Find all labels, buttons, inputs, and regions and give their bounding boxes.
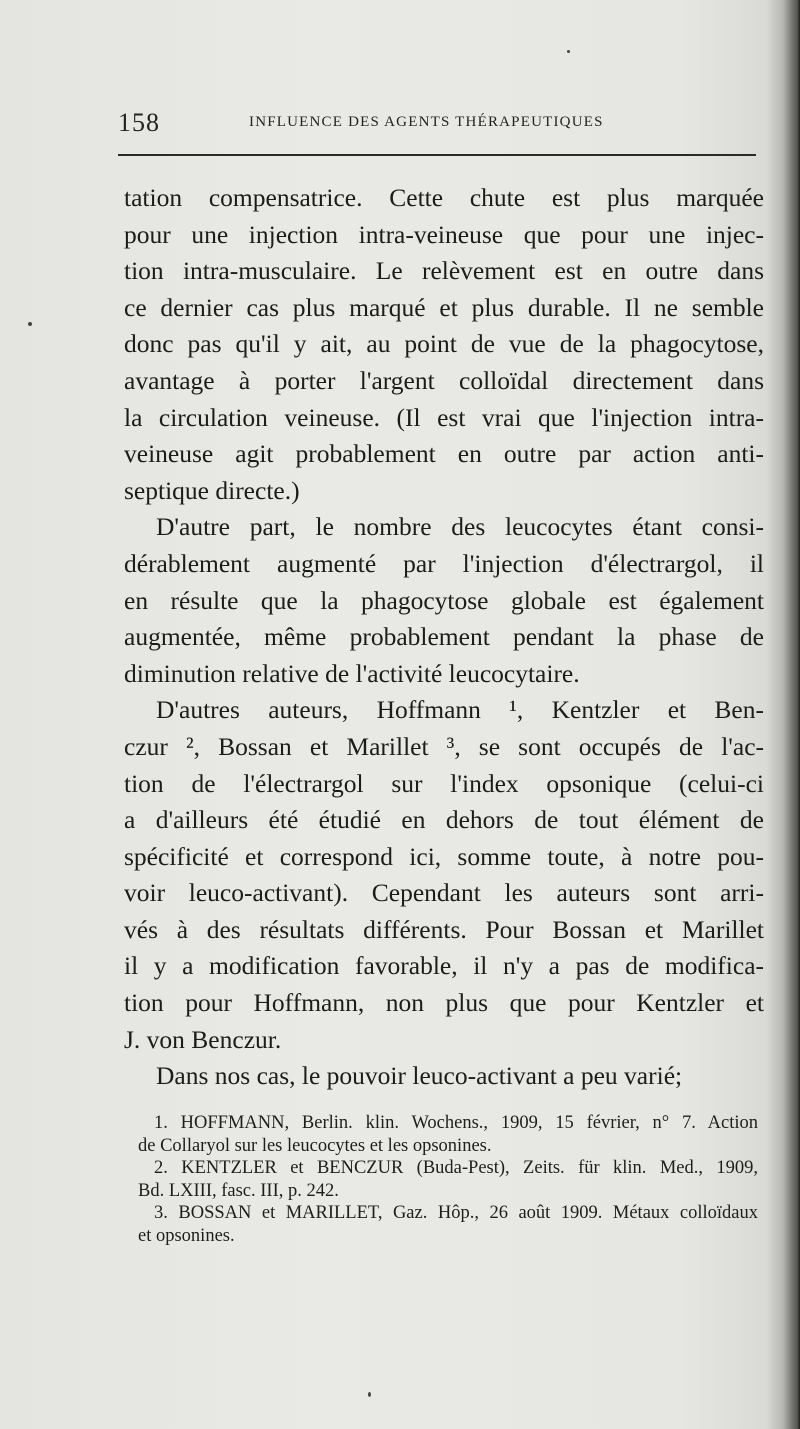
footnote-line: de Collaryol sur les leucocytes et les opsonines. [138,1135,492,1156]
text-line: ce dernier cas plus marqué et plus durable. Il ne semble [124,292,764,322]
footnote-line: 2. KENTZLER et BENCZUR (Buda-Pest), Zeits. für klin. Med., 1909, [154,1158,758,1178]
text-line: vés à des résultats différents. Pour Bossan et Marillet [124,914,764,944]
footnotes [138,1112,758,1247]
footnote-line: Bd. LXIII, fasc. III, p. 242. [138,1180,339,1201]
text-line: augmentée, même probablement pendant la phase de [124,622,764,652]
text-line: il y a modification favorable, il n'y a pas de modifica- [124,951,764,981]
text-line: en résulte que la phagocytose globale est également [124,585,764,615]
text-line: pour une injection intra-veineuse que pour une injec- [124,219,764,249]
body-text [124,180,764,1095]
footnote-line: et opsonines. [138,1225,235,1246]
text-line: D'autres auteurs, Hoffmann ¹, Kentzler et Ben- [156,695,764,725]
print-speck [567,50,570,53]
text-line: a d'ailleurs été étudié en dehors de tout élément de [124,805,764,835]
text-line: dérablement augmenté par l'injection d'électrargol, il [124,548,764,578]
text-line: veineuse agit probablement en outre par action anti- [124,439,764,469]
text-line: czur ², Bossan et Marillet ³, se sont occupés de l'ac- [124,731,764,761]
header-rule [118,154,756,156]
text-line: septique directe.) [124,475,300,505]
footnote-line: 3. BOSSAN et MARILLET, Gaz. Hôp., 26 août 1909. Métaux colloïdaux [154,1203,758,1223]
text-line: Dans nos cas, le pouvoir leuco-activant a peu varié; [156,1061,683,1091]
text-line: tion de l'électrargol sur l'index opsonique (celui-ci [124,768,764,798]
text-line: J. von Benczur. [124,1024,282,1054]
text-line: la circulation veineuse. (Il est vrai que l'injection intra- [124,402,764,432]
text-line: tion pour Hoffmann, non plus que pour Kentzler et [124,988,764,1018]
running-title: INFLUENCE DES AGENTS THÉRAPEUTIQUES [249,114,604,130]
text-line: tation compensatrice. Cette chute est plus marquée [124,183,764,212]
print-speck [28,322,32,326]
text-line: diminution relative de l'activité leucocytaire. [124,658,580,688]
text-line: voir leuco-activant). Cependant les auteurs sont arri- [124,878,764,908]
page-header [118,108,758,138]
text-line: D'autre part, le nombre des leucocytes étant consi- [156,512,764,542]
binding-shadow [766,0,800,1429]
page-number: 158 [118,108,160,137]
text-line: spécificité et correspond ici, somme toute, à notre pou- [124,841,764,871]
text-line: donc pas qu'il y ait, au point de vue de la phagocytose, [124,329,764,359]
print-speck [368,1392,371,1397]
footnote-line: 1. HOFFMANN, Berlin. klin. Wochens., 1909, 15 février, n° 7. Action [154,1113,758,1133]
text-line: avantage à porter l'argent colloïdal directement dans [124,365,764,395]
text-line: tion intra-musculaire. Le relèvement est en outre dans [124,256,764,286]
